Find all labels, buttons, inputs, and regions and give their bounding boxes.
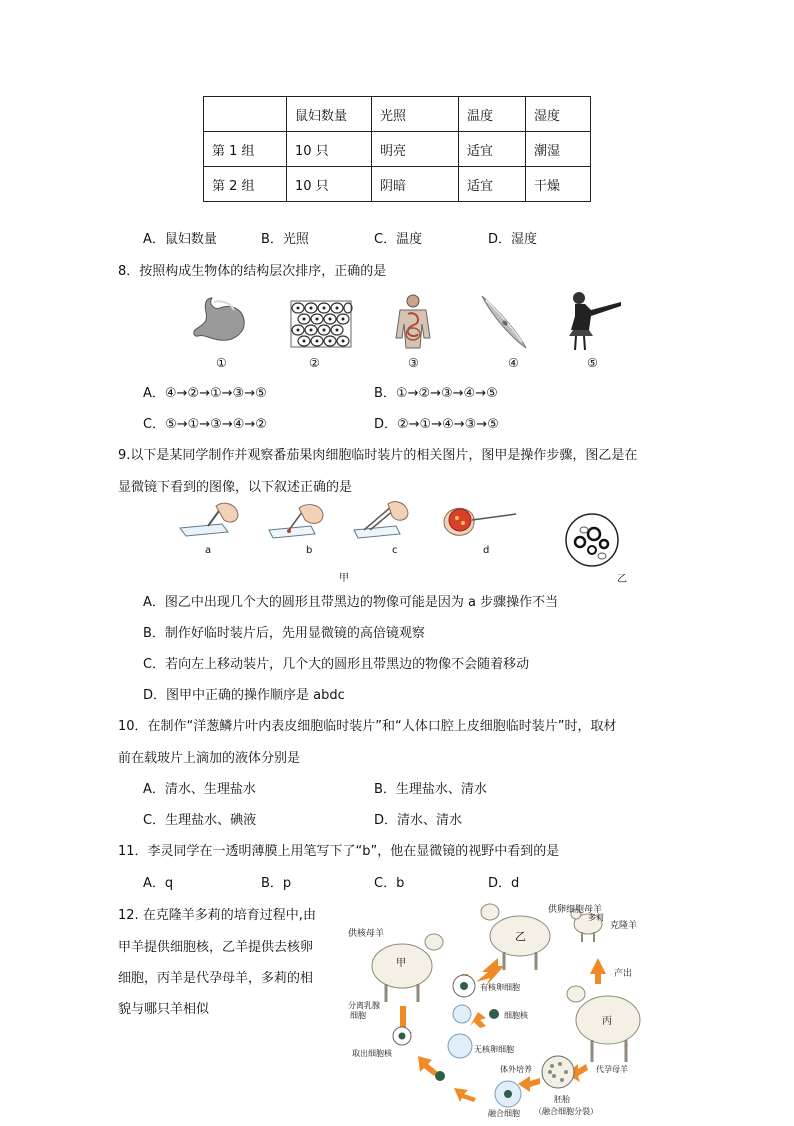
table-header-cell: 温度 [459,97,526,132]
q11-option-b: B．p [261,876,292,891]
cell-tissue-image [290,300,352,348]
q12-line: 貌与哪只羊相似 [118,1002,210,1017]
cloning-diagram [340,896,680,1126]
q10-stem-line1: 10．在制作“洋葱鳞片叶内表皮细胞临时装片”和“人体口腔上皮细胞临时装片”时，取材 [118,719,617,734]
label-birth: 产出 [614,969,633,979]
q7-option-d: D．湿度 [488,232,538,247]
table-header-cell: 光照 [372,97,459,132]
table-cell: 干燥 [526,167,591,202]
q12-line: 甲羊提供细胞核，乙羊提供去核卵 [118,940,314,955]
step-label-c: c [392,545,398,556]
q11-option-d: D．d [488,876,520,891]
q9-option-d: D．图甲中正确的操作顺序是 abdc [143,688,345,703]
label-bing: 丙 [602,1016,612,1027]
muscle-cell-image [478,292,530,352]
step-d-tomato-image [440,500,520,540]
label-nucleus-donor: 供核母羊 [348,929,385,939]
q7-option-b: B．光照 [261,232,309,247]
label-mammary-2: 细胞 [350,1011,366,1020]
q12-line: 12. 在克隆羊多莉的培育过程中,由 [118,908,316,923]
table-cell: 10 只 [287,132,372,167]
q8-image-label: ② [309,356,320,370]
table-cell: 适宜 [459,167,526,202]
q8-option-b: B．①→②→③→④→⑤ [374,386,498,401]
q7-option-c: C．温度 [374,232,423,247]
label-clone: 克隆羊 [610,921,638,931]
table-cell: 第 2 组 [204,167,287,202]
label-mammary-1: 分离乳腺 [348,1001,380,1010]
table-row [204,167,591,202]
step-label-b: b [306,545,313,556]
egg-cells [393,975,574,1107]
q9-option-a: A．图乙中出现几个大的圆形且带黑边的物像可能是因为 a 步骤操作不当 [143,595,559,610]
table-cell: 第 1 组 [204,132,287,167]
q11-option-c: C．b [374,876,405,891]
q8-image-label: ⑤ [587,356,598,370]
step-label-d: d [483,545,490,556]
table-header-cell: 鼠妇数量 [287,97,372,132]
label-culture: 体外培养 [500,1065,532,1074]
human-figure-image [563,290,625,352]
q8-image-label: ③ [408,356,419,370]
table-cell: 阴暗 [372,167,459,202]
q8-option-d: D．②→①→④→③→⑤ [374,417,499,432]
label-embryo-note: （融合细胞分裂） [534,1107,598,1116]
table-header-cell: 湿度 [526,97,591,132]
q7-option-a: A．鼠妇数量 [143,232,217,247]
table-cell: 潮湿 [526,132,591,167]
table-row [204,132,591,167]
label-nucleus: 细胞核 [504,1011,528,1020]
q9-stem-line2: 显微镜下看到的图像，以下叙述正确的是 [118,480,353,495]
q9-option-c: C．若向左上移动装片，几个大的圆形且带黑边的物像不会随着移动 [143,657,530,672]
table-header-cell [204,97,287,132]
figure-yi-label: 乙 [617,574,627,585]
label-enucleated-egg: 无核卵细胞 [474,1045,514,1054]
q11-option-a: A．q [143,876,174,891]
q10-stem-line2: 前在载玻片上滴加的液体分别是 [118,751,301,766]
table-cell: 明亮 [372,132,459,167]
label-jia: 甲 [396,958,406,969]
q10-option-a: A．清水、生理盐水 [143,782,256,797]
step-label-a: a [205,545,212,556]
label-egg-donor: 供卵细胞母羊 [548,905,603,915]
label-dolly: 多莉 [588,913,604,922]
table-header-row [204,97,591,132]
step-a-drop-image [178,500,240,540]
label-yi: 乙 [515,930,526,943]
microscope-view-image [564,512,620,568]
q10-option-d: D．清水、清水 [374,813,463,828]
experiment-table [203,96,591,202]
q8-image-label: ① [216,356,227,370]
q9-stem-line1: 9.以下是某同学制作并观察番茄果肉细胞临时装片的相关图片，图甲是操作步骤，图乙是在 [118,448,638,463]
label-surrogate: 代孕母羊 [596,1065,628,1074]
sheep-jia [372,934,443,1002]
q9-option-b: B．制作好临时装片后，先用显微镜的高倍镜观察 [143,626,425,641]
label-embryo: 胚胎 [554,1095,570,1104]
q8-option-c: C．⑤→①→③→④→② [143,417,267,432]
label-fused: 融合细胞 [488,1109,520,1118]
q10-option-c: C．生理盐水、碘液 [143,813,257,828]
figure-jia-label: 甲 [339,573,349,584]
step-b-tissue-image [265,500,327,540]
q10-option-b: B．生理盐水、清水 [374,782,487,797]
human-digestive-system-image [390,294,436,350]
q8-stem: 8．按照构成生物体的结构层次排序，正确的是 [118,264,387,279]
table-cell: 适宜 [459,132,526,167]
label-nucleated-egg: 有核卵细胞 [480,983,520,992]
table-cell: 10 只 [287,167,372,202]
q8-option-a: A．④→②→①→③→⑤ [143,386,267,401]
label-take-nucleus: 取出细胞核 [352,1049,392,1058]
q8-image-label: ④ [508,356,519,370]
stomach-image [190,294,250,346]
step-c-coverslip-image [350,500,412,540]
q11-stem: 11．李灵同学在一透明薄膜上用笔写下了“b”，他在显微镜的视野中看到的是 [118,844,560,859]
q12-line: 细胞，丙羊是代孕母羊，多莉的相 [118,971,314,986]
